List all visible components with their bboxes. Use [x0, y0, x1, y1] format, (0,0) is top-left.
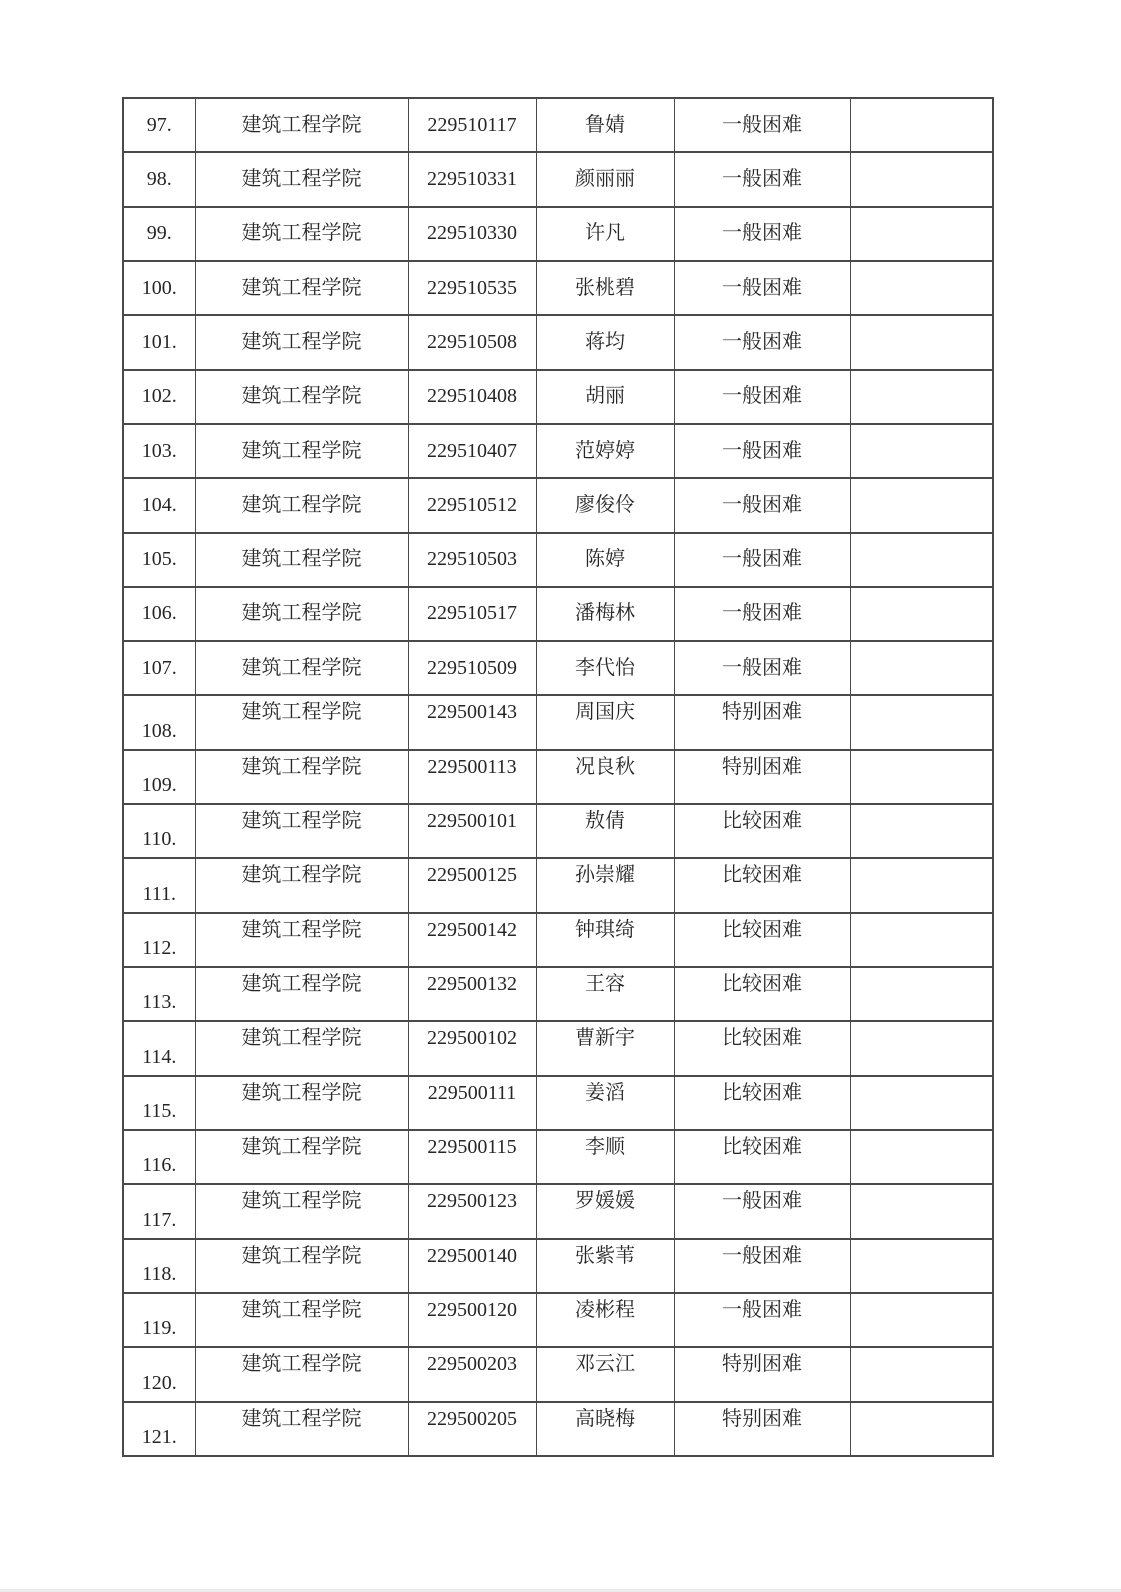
cell-student-id: 229500123 — [408, 1184, 536, 1238]
cell-student-id: 229510408 — [408, 370, 536, 424]
cell-difficulty: 一般困难 — [674, 478, 850, 532]
cell-name: 胡丽 — [536, 370, 674, 424]
cell-difficulty: 一般困难 — [674, 641, 850, 695]
cell-student-id: 229500102 — [408, 1021, 536, 1075]
cell-note — [850, 98, 993, 152]
cell-note — [850, 804, 993, 858]
cell-note — [850, 1021, 993, 1075]
cell-note — [850, 152, 993, 206]
cell-name: 颜丽丽 — [536, 152, 674, 206]
cell-student-id: 229500140 — [408, 1239, 536, 1293]
cell-student-id: 229500125 — [408, 858, 536, 912]
cell-college: 建筑工程学院 — [195, 207, 408, 261]
cell-name: 邓云江 — [536, 1347, 674, 1401]
cell-difficulty: 一般困难 — [674, 261, 850, 315]
cell-college: 建筑工程学院 — [195, 695, 408, 749]
cell-name: 况良秋 — [536, 750, 674, 804]
table-row — [123, 207, 993, 261]
cell-difficulty: 特别困难 — [674, 695, 850, 749]
cell-index: 115. — [123, 1076, 195, 1130]
student-roster-table — [122, 97, 994, 1457]
cell-name: 蒋均 — [536, 315, 674, 369]
cell-college: 建筑工程学院 — [195, 750, 408, 804]
table-row — [123, 641, 993, 695]
cell-college: 建筑工程学院 — [195, 98, 408, 152]
cell-index: 108. — [123, 695, 195, 749]
cell-note — [850, 1130, 993, 1184]
cell-difficulty: 比较困难 — [674, 967, 850, 1021]
cell-college: 建筑工程学院 — [195, 1402, 408, 1456]
cell-college: 建筑工程学院 — [195, 587, 408, 641]
cell-index: 99. — [123, 207, 195, 261]
cell-difficulty: 一般困难 — [674, 207, 850, 261]
cell-student-id: 229510330 — [408, 207, 536, 261]
cell-difficulty: 一般困难 — [674, 1184, 850, 1238]
cell-index: 100. — [123, 261, 195, 315]
table-row — [123, 1076, 993, 1130]
cell-difficulty: 比较困难 — [674, 1076, 850, 1130]
cell-college: 建筑工程学院 — [195, 1076, 408, 1130]
cell-college: 建筑工程学院 — [195, 152, 408, 206]
cell-student-id: 229510535 — [408, 261, 536, 315]
table-row — [123, 315, 993, 369]
cell-note — [850, 424, 993, 478]
table-row — [123, 1021, 993, 1075]
cell-note — [850, 967, 993, 1021]
cell-index: 104. — [123, 478, 195, 532]
cell-college: 建筑工程学院 — [195, 261, 408, 315]
cell-name: 李顺 — [536, 1130, 674, 1184]
table-row — [123, 1239, 993, 1293]
cell-name: 钟琪绮 — [536, 913, 674, 967]
cell-college: 建筑工程学院 — [195, 858, 408, 912]
cell-difficulty: 一般困难 — [674, 424, 850, 478]
cell-index: 117. — [123, 1184, 195, 1238]
table-row — [123, 750, 993, 804]
cell-student-id: 229510517 — [408, 587, 536, 641]
cell-note — [850, 913, 993, 967]
cell-difficulty: 一般困难 — [674, 587, 850, 641]
table-row — [123, 804, 993, 858]
table-row — [123, 967, 993, 1021]
cell-name: 廖俊伶 — [536, 478, 674, 532]
cell-note — [850, 1076, 993, 1130]
cell-student-id: 229510512 — [408, 478, 536, 532]
cell-difficulty: 一般困难 — [674, 315, 850, 369]
cell-index: 98. — [123, 152, 195, 206]
cell-difficulty: 一般困难 — [674, 1293, 850, 1347]
cell-difficulty: 比较困难 — [674, 804, 850, 858]
cell-index: 102. — [123, 370, 195, 424]
cell-college: 建筑工程学院 — [195, 1021, 408, 1075]
table-row — [123, 858, 993, 912]
table-row — [123, 1347, 993, 1401]
cell-index: 105. — [123, 533, 195, 587]
cell-name: 许凡 — [536, 207, 674, 261]
cell-difficulty: 比较困难 — [674, 1130, 850, 1184]
cell-difficulty: 比较困难 — [674, 1021, 850, 1075]
cell-student-id: 229510331 — [408, 152, 536, 206]
cell-college: 建筑工程学院 — [195, 804, 408, 858]
cell-note — [850, 315, 993, 369]
cell-note — [850, 641, 993, 695]
cell-name: 鲁婧 — [536, 98, 674, 152]
cell-difficulty: 特别困难 — [674, 750, 850, 804]
cell-student-id: 229510509 — [408, 641, 536, 695]
cell-note — [850, 587, 993, 641]
table-row — [123, 533, 993, 587]
cell-index: 118. — [123, 1239, 195, 1293]
cell-college: 建筑工程学院 — [195, 1239, 408, 1293]
cell-index: 103. — [123, 424, 195, 478]
cell-name: 曹新宇 — [536, 1021, 674, 1075]
cell-college: 建筑工程学院 — [195, 1347, 408, 1401]
cell-index: 97. — [123, 98, 195, 152]
table-row — [123, 1130, 993, 1184]
cell-college: 建筑工程学院 — [195, 1130, 408, 1184]
cell-difficulty: 一般困难 — [674, 370, 850, 424]
cell-index: 112. — [123, 913, 195, 967]
cell-index: 121. — [123, 1402, 195, 1456]
cell-note — [850, 533, 993, 587]
cell-note — [850, 207, 993, 261]
cell-student-id: 229500115 — [408, 1130, 536, 1184]
cell-name: 潘梅林 — [536, 587, 674, 641]
table-row — [123, 370, 993, 424]
cell-index: 120. — [123, 1347, 195, 1401]
cell-difficulty: 一般困难 — [674, 152, 850, 206]
table-row — [123, 695, 993, 749]
cell-name: 姜滔 — [536, 1076, 674, 1130]
cell-note — [850, 261, 993, 315]
cell-college: 建筑工程学院 — [195, 1293, 408, 1347]
cell-name: 周国庆 — [536, 695, 674, 749]
table-row — [123, 587, 993, 641]
cell-student-id: 229500113 — [408, 750, 536, 804]
cell-student-id: 229500143 — [408, 695, 536, 749]
cell-college: 建筑工程学院 — [195, 641, 408, 695]
cell-student-id: 229500111 — [408, 1076, 536, 1130]
cell-difficulty: 一般困难 — [674, 98, 850, 152]
cell-college: 建筑工程学院 — [195, 1184, 408, 1238]
cell-student-id: 229500203 — [408, 1347, 536, 1401]
cell-student-id: 229510117 — [408, 98, 536, 152]
cell-difficulty: 特别困难 — [674, 1347, 850, 1401]
cell-name: 王容 — [536, 967, 674, 1021]
cell-college: 建筑工程学院 — [195, 967, 408, 1021]
cell-difficulty: 一般困难 — [674, 1239, 850, 1293]
cell-name: 张桃碧 — [536, 261, 674, 315]
cell-note — [850, 1184, 993, 1238]
cell-note — [850, 478, 993, 532]
table-row — [123, 1184, 993, 1238]
cell-college: 建筑工程学院 — [195, 370, 408, 424]
table-row — [123, 913, 993, 967]
cell-name: 李代怡 — [536, 641, 674, 695]
cell-index: 101. — [123, 315, 195, 369]
cell-index: 119. — [123, 1293, 195, 1347]
cell-name: 凌彬程 — [536, 1293, 674, 1347]
cell-name: 张紫苇 — [536, 1239, 674, 1293]
cell-index: 113. — [123, 967, 195, 1021]
cell-college: 建筑工程学院 — [195, 315, 408, 369]
cell-note — [850, 1293, 993, 1347]
cell-name: 高晓梅 — [536, 1402, 674, 1456]
cell-student-id: 229510503 — [408, 533, 536, 587]
table-row — [123, 1402, 993, 1456]
cell-index: 107. — [123, 641, 195, 695]
cell-note — [850, 695, 993, 749]
cell-note — [850, 1347, 993, 1401]
cell-student-id: 229510407 — [408, 424, 536, 478]
cell-student-id: 229500120 — [408, 1293, 536, 1347]
cell-index: 106. — [123, 587, 195, 641]
cell-index: 114. — [123, 1021, 195, 1075]
table-row — [123, 424, 993, 478]
cell-note — [850, 750, 993, 804]
cell-name: 敖倩 — [536, 804, 674, 858]
cell-difficulty: 比较困难 — [674, 913, 850, 967]
cell-student-id: 229510508 — [408, 315, 536, 369]
cell-name: 范婷婷 — [536, 424, 674, 478]
cell-index: 116. — [123, 1130, 195, 1184]
table-row — [123, 261, 993, 315]
cell-college: 建筑工程学院 — [195, 478, 408, 532]
cell-college: 建筑工程学院 — [195, 913, 408, 967]
cell-note — [850, 370, 993, 424]
cell-student-id: 229500142 — [408, 913, 536, 967]
cell-difficulty: 比较困难 — [674, 858, 850, 912]
table-row — [123, 478, 993, 532]
cell-index: 109. — [123, 750, 195, 804]
cell-index: 111. — [123, 858, 195, 912]
cell-index: 110. — [123, 804, 195, 858]
cell-difficulty: 一般困难 — [674, 533, 850, 587]
cell-student-id: 229500205 — [408, 1402, 536, 1456]
cell-student-id: 229500132 — [408, 967, 536, 1021]
table-row — [123, 98, 993, 152]
cell-note — [850, 1402, 993, 1456]
cell-note — [850, 858, 993, 912]
table-row — [123, 1293, 993, 1347]
cell-difficulty: 特别困难 — [674, 1402, 850, 1456]
cell-name: 孙崇耀 — [536, 858, 674, 912]
cell-note — [850, 1239, 993, 1293]
cell-name: 罗媛媛 — [536, 1184, 674, 1238]
cell-student-id: 229500101 — [408, 804, 536, 858]
table-row — [123, 152, 993, 206]
cell-name: 陈婷 — [536, 533, 674, 587]
cell-college: 建筑工程学院 — [195, 533, 408, 587]
cell-college: 建筑工程学院 — [195, 424, 408, 478]
